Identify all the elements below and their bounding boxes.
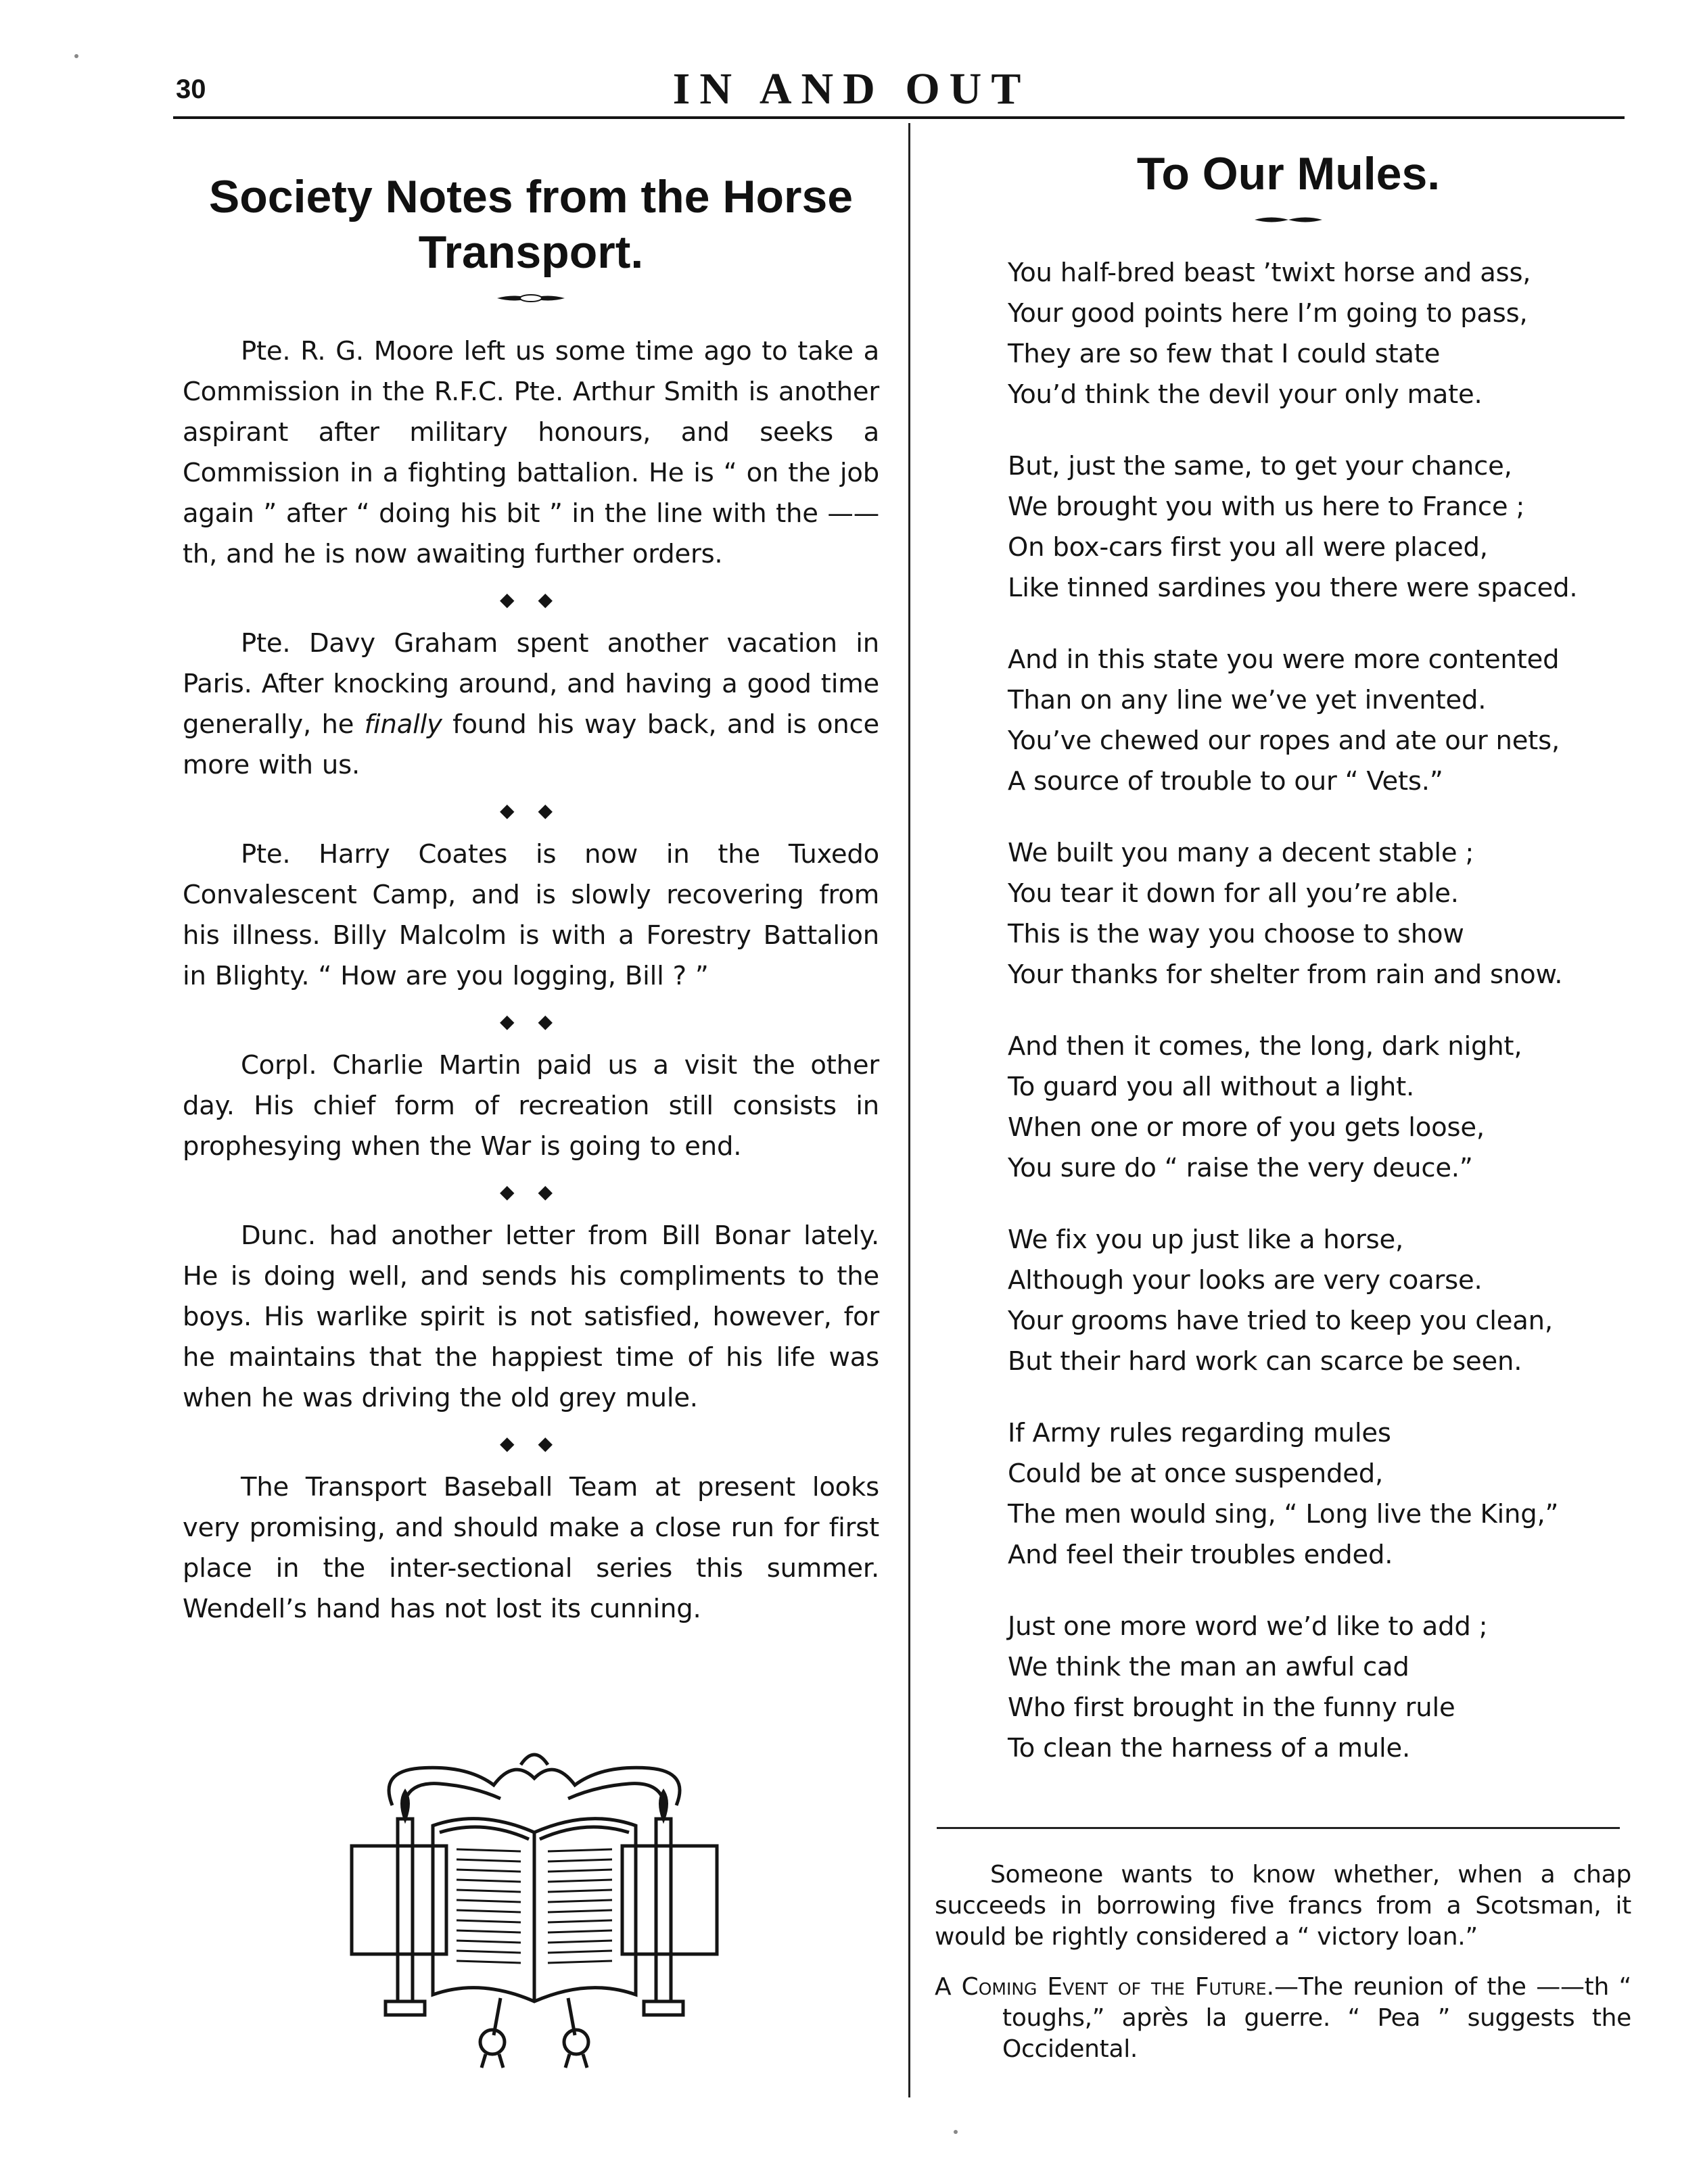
diamond-separator-icon: ◆ ◆ [499, 1012, 563, 1032]
poem-line: But, just the same, to get your chance, [1008, 451, 1512, 481]
poem-stanza [1008, 446, 1637, 609]
poem-line: But their hard work can scarce be seen. [1008, 1346, 1522, 1377]
poem-line: Than on any line we’ve yet invented. [1008, 685, 1487, 715]
stray-mark [954, 2130, 958, 2134]
poem-line: Could be at once suspended, [1008, 1458, 1383, 1489]
title-line-2: Transport. [418, 227, 644, 278]
poem-stanza [1008, 833, 1637, 995]
page-number: 30 [176, 74, 206, 104]
note-paragraph: Dunc. had another letter from Bill Bonar lately. He is doing well, and sends his compliments to the boys. His warlike spirit is not satisfied, however, for he maintains that the happiest time of his life was when he was driving the old grey mule. [183, 1220, 879, 1413]
coming-event-note [935, 1972, 1631, 2065]
poem-stanza [1008, 1413, 1637, 1575]
poem-line: And in this state you were more contented [1008, 644, 1560, 675]
poem-line: When one or more of you gets loose, [1008, 1112, 1485, 1143]
note-paragraph: Pte. Davy Graham spent another vacation in Paris. After knocking around, and having a good time generally, he finally found his way back, and is once more with us. [183, 628, 879, 780]
poem-line: And then it comes, the long, dark night, [1008, 1031, 1522, 1062]
title-line-1: Society Notes from the Horse [208, 171, 854, 222]
diamond-separator-icon: ◆ ◆ [499, 1182, 563, 1203]
running-title: IN AND OUT [672, 64, 1031, 114]
poem-line: We brought you with us here to France ; [1008, 492, 1525, 522]
victory-loan-note: Someone wants to know whether, when a chap succeeds in borrowing five francs from a Scotsman, it would be rightly considered a “ victory loan.” [935, 1861, 1631, 1951]
poem-line: A source of trouble to our “ Vets.” [1008, 766, 1443, 797]
header-rule [173, 116, 1625, 119]
stray-mark [74, 54, 78, 58]
poem-line: We built you many a decent stable ; [1008, 838, 1474, 868]
poem-line: And feel their troubles ended. [1008, 1540, 1393, 1570]
poem-line: To clean the harness of a mule. [1008, 1733, 1411, 1763]
poem-line: Your grooms have tried to keep you clean, [1008, 1306, 1553, 1336]
poem-line: We think the man an awful cad [1008, 1652, 1409, 1682]
poem-line: We fix you up just like a horse, [1008, 1225, 1403, 1255]
poem-line: To guard you all without a light. [1008, 1072, 1414, 1102]
poem-line: Like tinned sardines you there were spaced. [1008, 573, 1578, 603]
note-paragraph: Corpl. Charlie Martin paid us a visit the other day. His chief form of recreation still consists in prophesying when the War is going to end. [183, 1050, 879, 1162]
poem-line: You half-bred beast ’twixt horse and ass, [1008, 258, 1531, 288]
society-notes-title [176, 169, 886, 280]
left-column [183, 169, 879, 1630]
note-paragraph: The Transport Baseball Team at present looks very promising, and should make a close run for first place in the inter-sectional series this summer. Wendell’s hand has not lost its cunning. [183, 1472, 879, 1624]
poem-line: Just one more word we’d like to add ; [1008, 1611, 1488, 1642]
poem-line: Your good points here I’m going to pass, [1008, 298, 1528, 329]
column-rule [908, 123, 910, 2097]
open-book-emblem-icon [338, 1731, 730, 2069]
society-notes-body [183, 331, 879, 1630]
note-paragraph: Pte. R. G. Moore left us some time ago to take a Commission in the R.F.C. Pte. Arthur Smith is another aspirant after military honours, and seeks a Commission in a fighting battalion. He is “ on the job again ” after “ doing his bit ” in the line with the ——th, and he is now awaiting further orders. [183, 336, 879, 569]
mules-poem [1008, 253, 1637, 1769]
poem-line: You’ve chewed our ropes and ate our nets, [1008, 726, 1560, 756]
diamond-separator-icon: ◆ ◆ [499, 1433, 563, 1454]
right-column [940, 146, 1637, 1800]
poem-line: If Army rules regarding mules [1008, 1418, 1391, 1448]
poem-line: Who first brought in the funny rule [1008, 1692, 1455, 1723]
title-ornament-icon [494, 292, 568, 304]
poem-line: Your thanks for shelter from rain and snow. [1008, 959, 1563, 990]
poem-stanza [1008, 1026, 1637, 1189]
diamond-separator-icon: ◆ ◆ [499, 590, 563, 611]
note-paragraph: Pte. Harry Coates is now in the Tuxedo Convalescent Camp, and is slowly recovering from his illness. Billy Malcolm is with a Forestry Battalion in Blighty. “ How are you logging, Bill ? ” [183, 839, 879, 991]
poem-line: You sure do “ raise the very deuce.” [1008, 1153, 1473, 1183]
poem-stanza [1008, 640, 1637, 802]
mules-poem-title: To Our Mules. [1136, 148, 1441, 199]
coming-event-heading: A Coming Event of the Future. [935, 1973, 1275, 2001]
poem-line: The men would sing, “ Long live the King,” [1008, 1499, 1559, 1529]
poem-line: You tear it down for all you’re able. [1008, 878, 1459, 909]
section-rule [937, 1827, 1620, 1829]
poem-line: They are so few that I could state [1008, 339, 1441, 369]
poem-line: This is the way you choose to show [1008, 919, 1464, 949]
coming-event-body: —The reunion of the ——th “ toughs,” après la guerre. “ Pea ” suggests the Occidental. [1002, 1973, 1631, 2063]
poem-line: Although your looks are very coarse. [1008, 1265, 1483, 1296]
poem-line: On box-cars first you all were placed, [1008, 532, 1488, 563]
poem-stanza [1008, 1607, 1637, 1769]
poem-stanza [1008, 253, 1637, 415]
bottom-notes [935, 1859, 1631, 2084]
poem-stanza [1008, 1220, 1637, 1382]
poem-line: You’d think the devil your only mate. [1008, 379, 1483, 410]
diamond-separator-icon: ◆ ◆ [499, 801, 563, 822]
title-ornament-icon [1251, 214, 1326, 226]
